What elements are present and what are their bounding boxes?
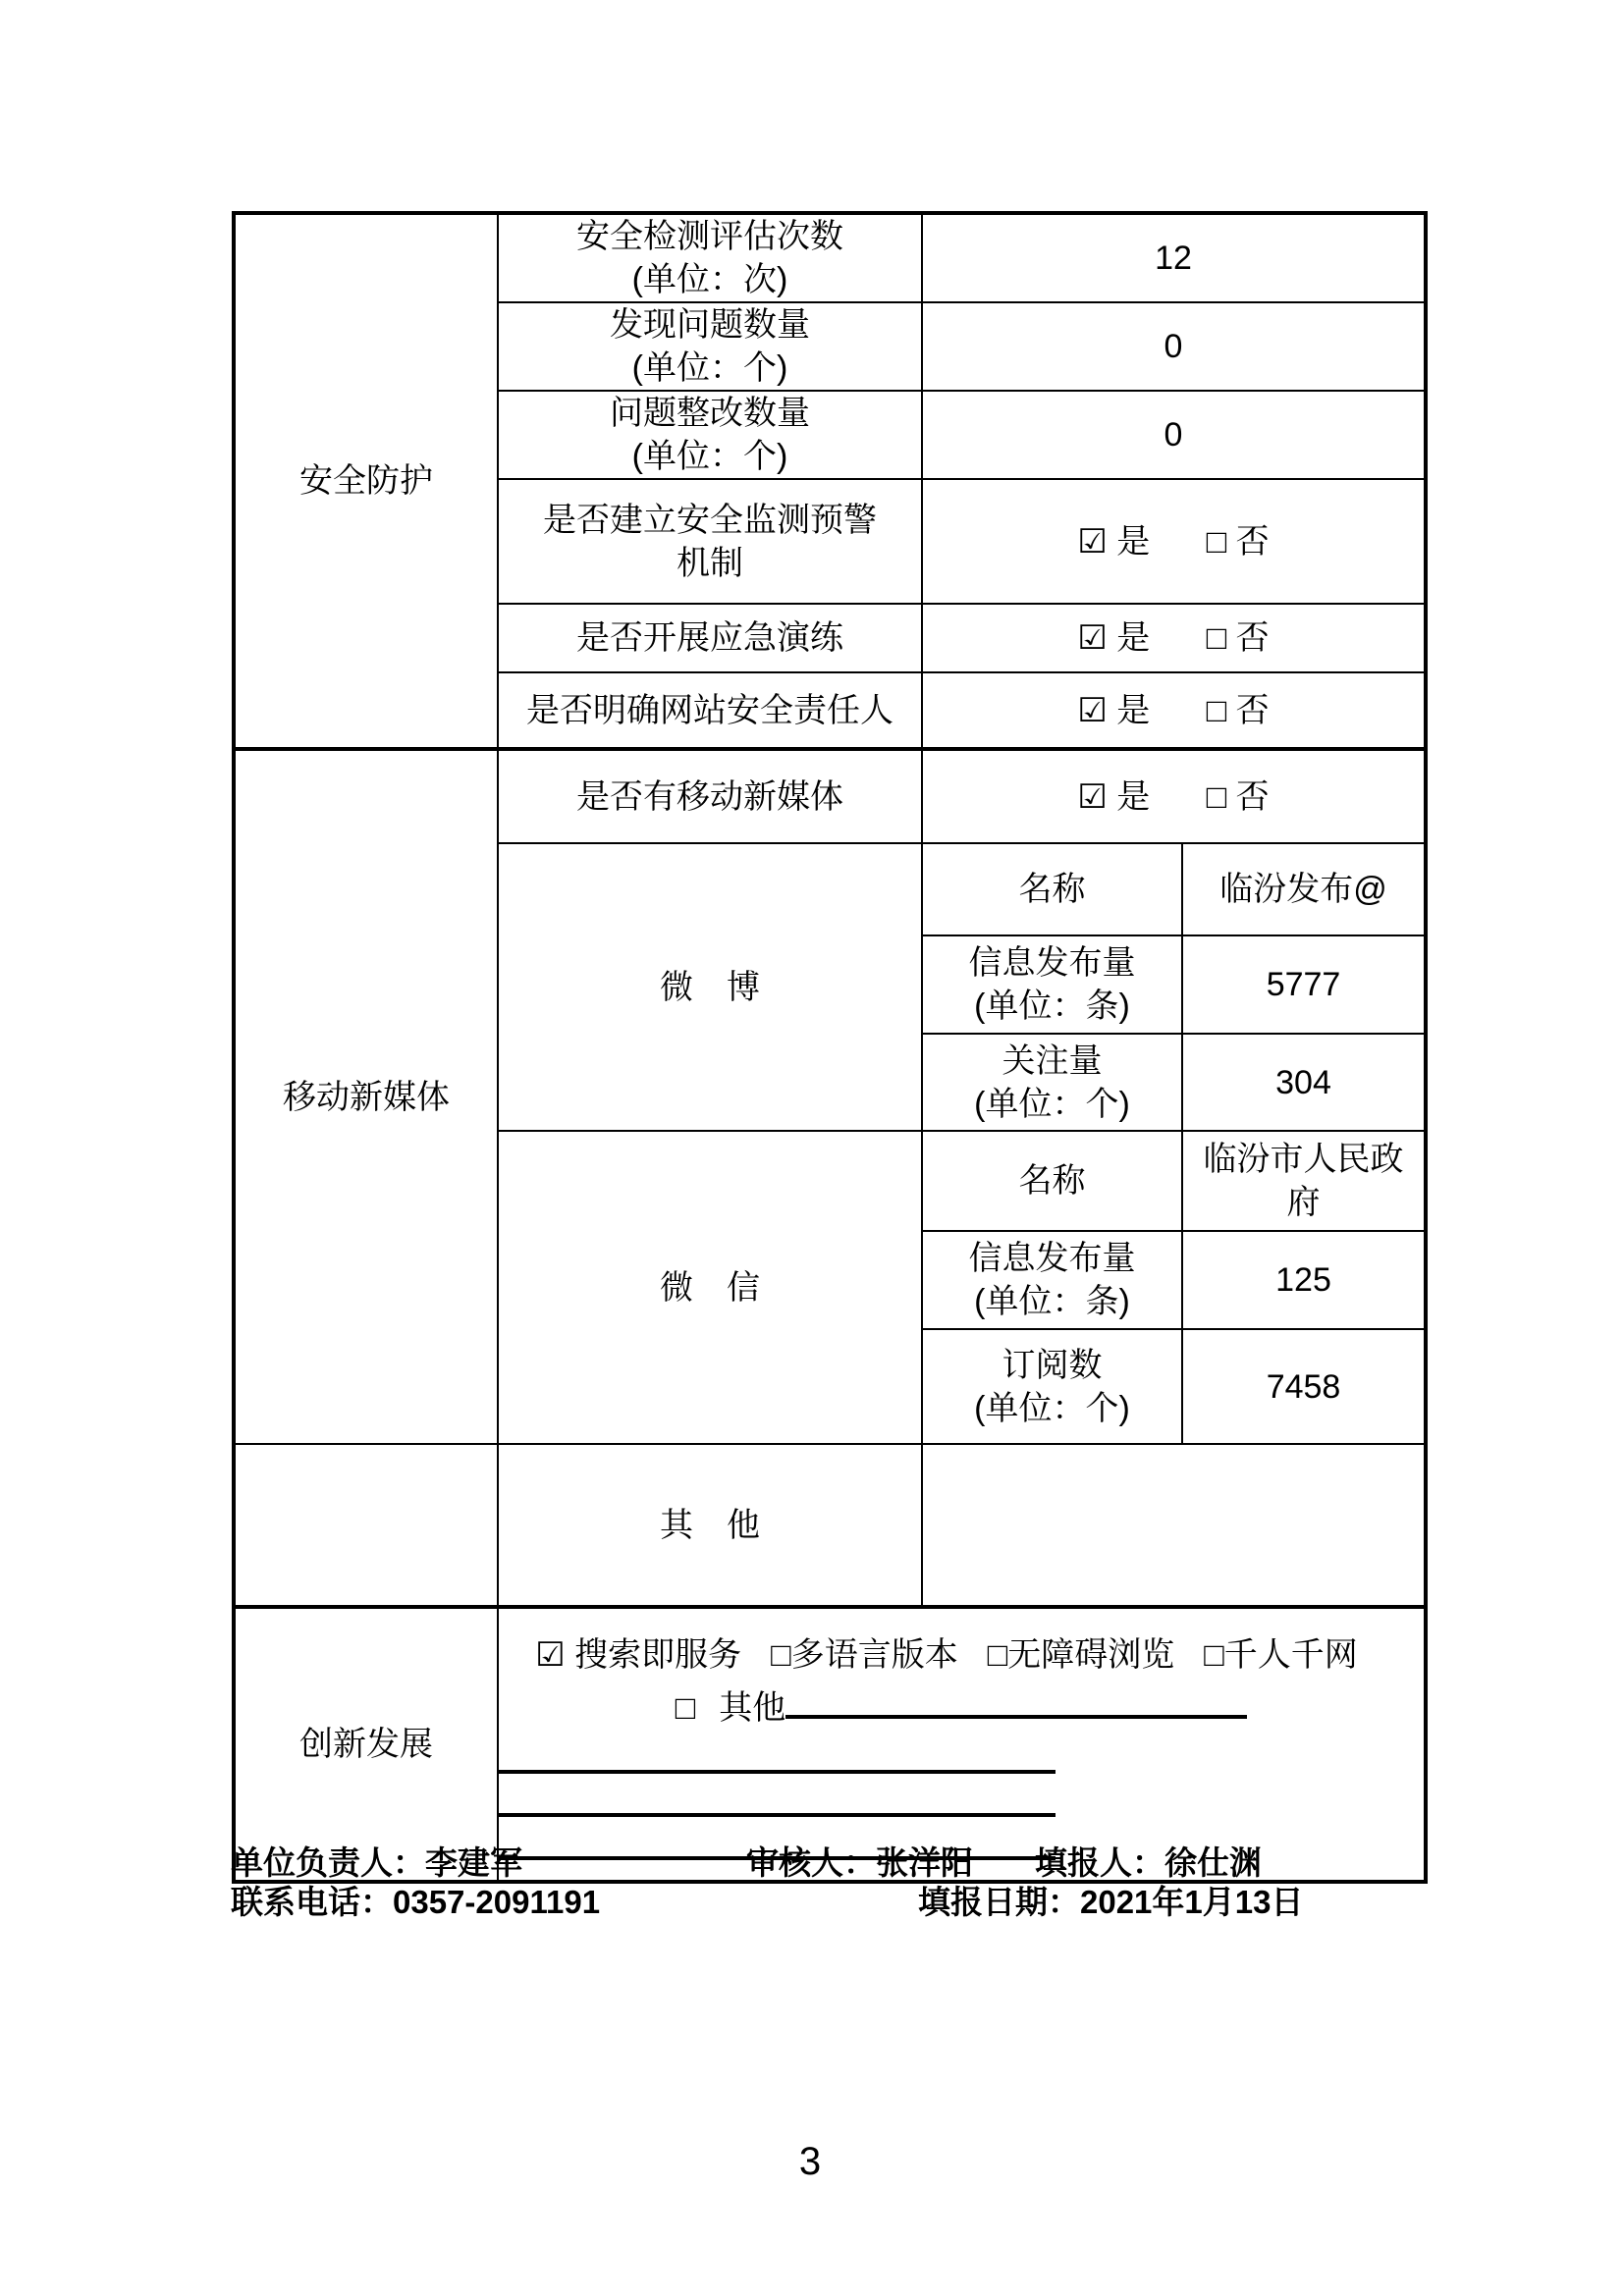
security-row-value: 0: [922, 302, 1426, 391]
no-checkbox[interactable]: □ 否: [1206, 691, 1270, 729]
other-checkbox[interactable]: □: [675, 1689, 696, 1727]
mobile-has-media-value: [922, 749, 1426, 843]
yes-checkbox[interactable]: ☑ 是: [1077, 777, 1151, 816]
security-row-value: 12: [922, 213, 1426, 302]
option-checkbox-search-service[interactable]: ☑ 搜索即服务: [535, 1636, 742, 1674]
blank-underline[interactable]: [499, 1735, 1056, 1774]
security-row-value: [922, 672, 1426, 749]
wechat-row-value: 7458: [1182, 1329, 1426, 1444]
label-text: 订阅数: [1001, 1346, 1103, 1384]
section-title-innovation: 创新发展: [234, 1607, 498, 1882]
blank-underline[interactable]: [499, 1774, 1056, 1817]
table-row: [234, 749, 1426, 843]
label-unit: (单位：条): [974, 1283, 1130, 1320]
wechat-row-value: [1182, 1131, 1426, 1231]
label-unit: (单位：个): [974, 1389, 1130, 1427]
unit-responsible-person: 单位负责人：李建军: [231, 1844, 522, 1881]
blank-underline[interactable]: [785, 1715, 1247, 1719]
table-row: [234, 1607, 1426, 1882]
security-row-label: [498, 213, 922, 302]
label-text: 是否建立安全监测预警机制: [543, 501, 877, 582]
table-row: [234, 1444, 1426, 1607]
section-title-mobile-media: 移动新媒体: [234, 749, 498, 1444]
reviewer: 审核人：张洋阳: [746, 1844, 973, 1881]
no-checkbox[interactable]: □ 否: [1206, 522, 1270, 561]
weibo-row-value: 临汾发布@: [1182, 843, 1426, 935]
label-unit: (单位：个): [974, 1085, 1130, 1123]
security-row-value: [922, 479, 1426, 604]
other-label: 其 他: [498, 1444, 922, 1607]
other-category-empty-cell: [234, 1444, 498, 1607]
wechat-row-label: [922, 1329, 1182, 1444]
table-row: [234, 213, 1426, 302]
no-checkbox[interactable]: □ 否: [1206, 619, 1270, 657]
wechat-row-label: 名称: [922, 1131, 1182, 1231]
option-checkbox-personalized[interactable]: □千人千网: [1204, 1636, 1358, 1674]
security-row-label: 是否明确网站安全责任人: [498, 672, 922, 749]
security-row-label: 是否开展应急演练: [498, 604, 922, 672]
yes-checkbox[interactable]: ☑ 是: [1077, 691, 1151, 729]
page-number: 3: [798, 2140, 822, 2183]
label-text: 关注量: [1001, 1041, 1103, 1080]
mobile-has-media-label: 是否有移动新媒体: [498, 749, 922, 843]
label-unit: (单位：条): [974, 988, 1130, 1025]
weibo-row-label: 名称: [922, 843, 1182, 935]
security-row-value: 0: [922, 391, 1426, 479]
label-text: 信息发布量: [968, 944, 1136, 982]
weibo-row-label: [922, 1034, 1182, 1131]
other-option-label: 其他: [719, 1689, 786, 1727]
wechat-name-value: 临汾市人民政府: [1203, 1141, 1404, 1221]
security-row-value: [922, 604, 1426, 672]
label-unit: (单位：次): [631, 261, 788, 298]
contact-phone: 联系电话：0357-2091191: [231, 1884, 601, 1920]
weibo-row-label: [922, 935, 1182, 1034]
section-title-security: 安全防护: [234, 213, 498, 749]
label-text: 问题整改数量: [610, 395, 810, 432]
label-text: 安全检测评估次数: [576, 218, 843, 255]
no-checkbox[interactable]: □ 否: [1206, 777, 1270, 816]
filing-date: 填报日期：2021年1月13日: [918, 1884, 1304, 1920]
wechat-row-label: [922, 1231, 1182, 1329]
security-row-label: [498, 391, 922, 479]
footer-contact-line: [0, 1883, 1624, 1922]
footer-signature-line: [0, 1843, 1624, 1883]
wechat-row-value: 125: [1182, 1231, 1426, 1329]
option-checkbox-multilingual[interactable]: □多语言版本: [771, 1636, 958, 1674]
innovation-content-cell: [498, 1607, 1426, 1882]
innovation-other-line: [499, 1682, 1424, 1735]
security-row-label: [498, 302, 922, 391]
other-value: [922, 1444, 1426, 1607]
label-text: 发现问题数量: [610, 306, 810, 344]
weibo-row-value: 304: [1182, 1034, 1426, 1131]
yes-checkbox[interactable]: ☑ 是: [1077, 522, 1151, 561]
wechat-title: 微 信: [498, 1131, 922, 1444]
label-unit: (单位：个): [631, 438, 788, 475]
weibo-title: 微 博: [498, 843, 922, 1131]
yes-checkbox[interactable]: ☑ 是: [1077, 619, 1151, 657]
label-text: 信息发布量: [968, 1240, 1136, 1277]
report-table: [232, 211, 1428, 1884]
innovation-options-line: [499, 1629, 1424, 1682]
weibo-row-value: 5777: [1182, 935, 1426, 1034]
form-filler: 填报人：徐仕渊: [1035, 1844, 1262, 1881]
security-row-label: [498, 479, 922, 604]
label-unit: (单位：个): [631, 349, 788, 387]
option-checkbox-accessibility[interactable]: □无障碍浏览: [987, 1636, 1175, 1674]
